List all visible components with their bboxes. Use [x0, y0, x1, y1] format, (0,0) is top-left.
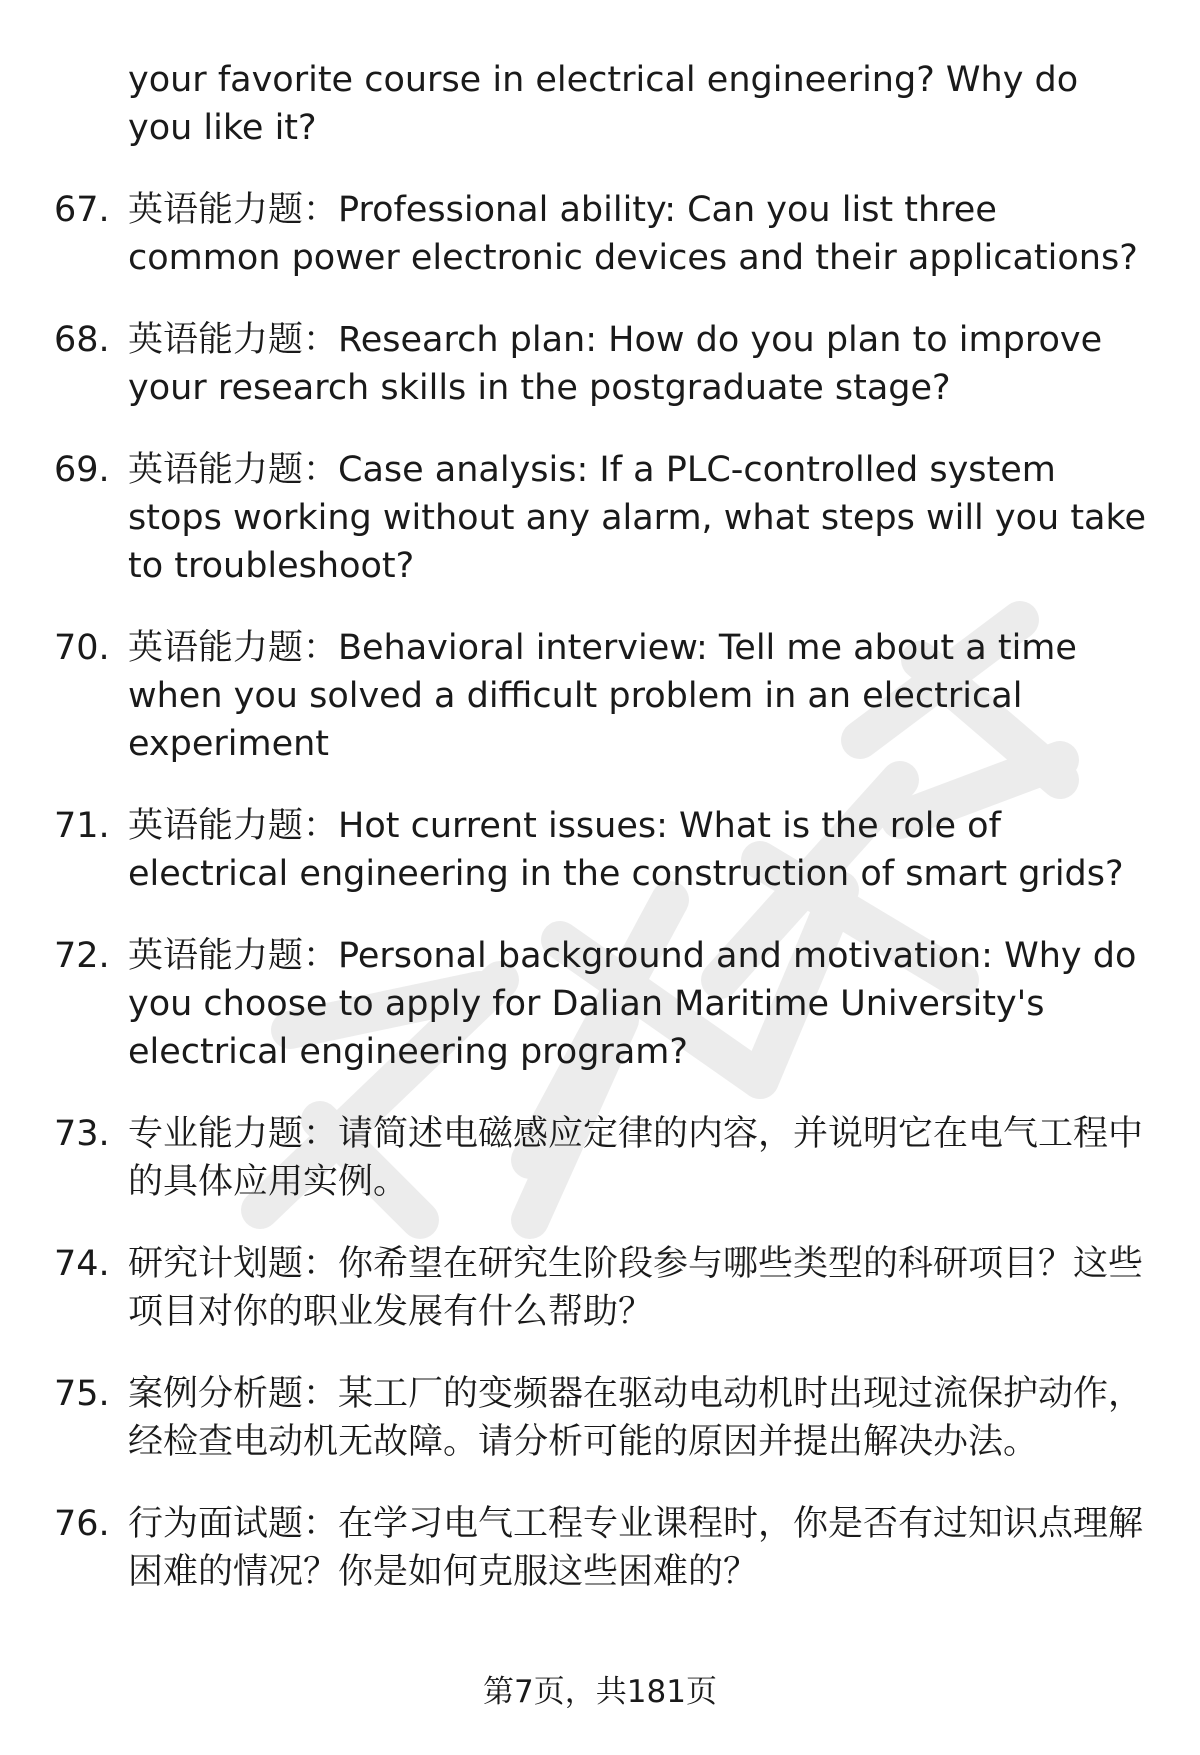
list-item — [0, 932, 1200, 1076]
list-item — [0, 446, 1200, 590]
question-text: 英语能力题：Personal background and motivation: Why do you choose to apply for Dalian Maritime University's electrical engineering program? — [128, 936, 1137, 1072]
question-number: 74. — [54, 1244, 110, 1284]
list-item — [0, 186, 1200, 282]
question-number: 76. — [54, 1504, 110, 1544]
list-item — [0, 1500, 1200, 1596]
question-number: 67. — [54, 190, 110, 230]
question-number: 69. — [54, 450, 110, 490]
question-list — [0, 186, 1200, 1630]
question-text: 英语能力题：Behavioral interview: Tell me about a time when you solved a difficult problem in an electrical experiment — [128, 628, 1077, 764]
question-number: 72. — [54, 936, 110, 976]
question-number: 73. — [54, 1114, 110, 1154]
page-footer: 第7页，共181页 — [483, 1674, 717, 1710]
continuation-text: your favorite course in electrical engineering? Why do you like it? — [128, 60, 1079, 148]
list-item — [0, 1240, 1200, 1336]
list-item — [0, 624, 1200, 768]
question-number: 71. — [54, 806, 110, 846]
list-item — [0, 316, 1200, 412]
question-text: 英语能力题：Professional ability: Can you list three common power electronic devices and their applications? — [128, 190, 1138, 278]
question-text: 案例分析题：某工厂的变频器在驱动电动机时出现过流保护动作，经检查电动机无故障。请分析可能的原因并提出解决办法。 — [128, 1374, 1144, 1462]
list-item — [0, 1370, 1200, 1466]
list-item — [0, 802, 1200, 898]
question-number: 75. — [54, 1374, 110, 1414]
question-text: 专业能力题：请简述电磁感应定律的内容，并说明它在电气工程中的具体应用实例。 — [128, 1114, 1144, 1202]
question-text: 英语能力题：Case analysis: If a PLC-controlled system stops working without any alarm, what steps will you take to troubleshoot? — [128, 450, 1147, 586]
question-text: 英语能力题：Research plan: How do you plan to improve your research skills in the postgraduate stage? — [128, 320, 1103, 408]
question-text: 英语能力题：Hot current issues: What is the role of electrical engineering in the construction of smart grids? — [128, 806, 1124, 894]
question-number: 68. — [54, 320, 110, 360]
question-text: 研究计划题：你希望在研究生阶段参与哪些类型的科研项目？这些项目对你的职业发展有什么帮助？ — [128, 1244, 1144, 1332]
list-item — [0, 1110, 1200, 1206]
question-text: 行为面试题：在学习电气工程专业课程时，你是否有过知识点理解困难的情况？你是如何克服这些困难的？ — [128, 1504, 1144, 1592]
question-number: 70. — [54, 628, 110, 668]
